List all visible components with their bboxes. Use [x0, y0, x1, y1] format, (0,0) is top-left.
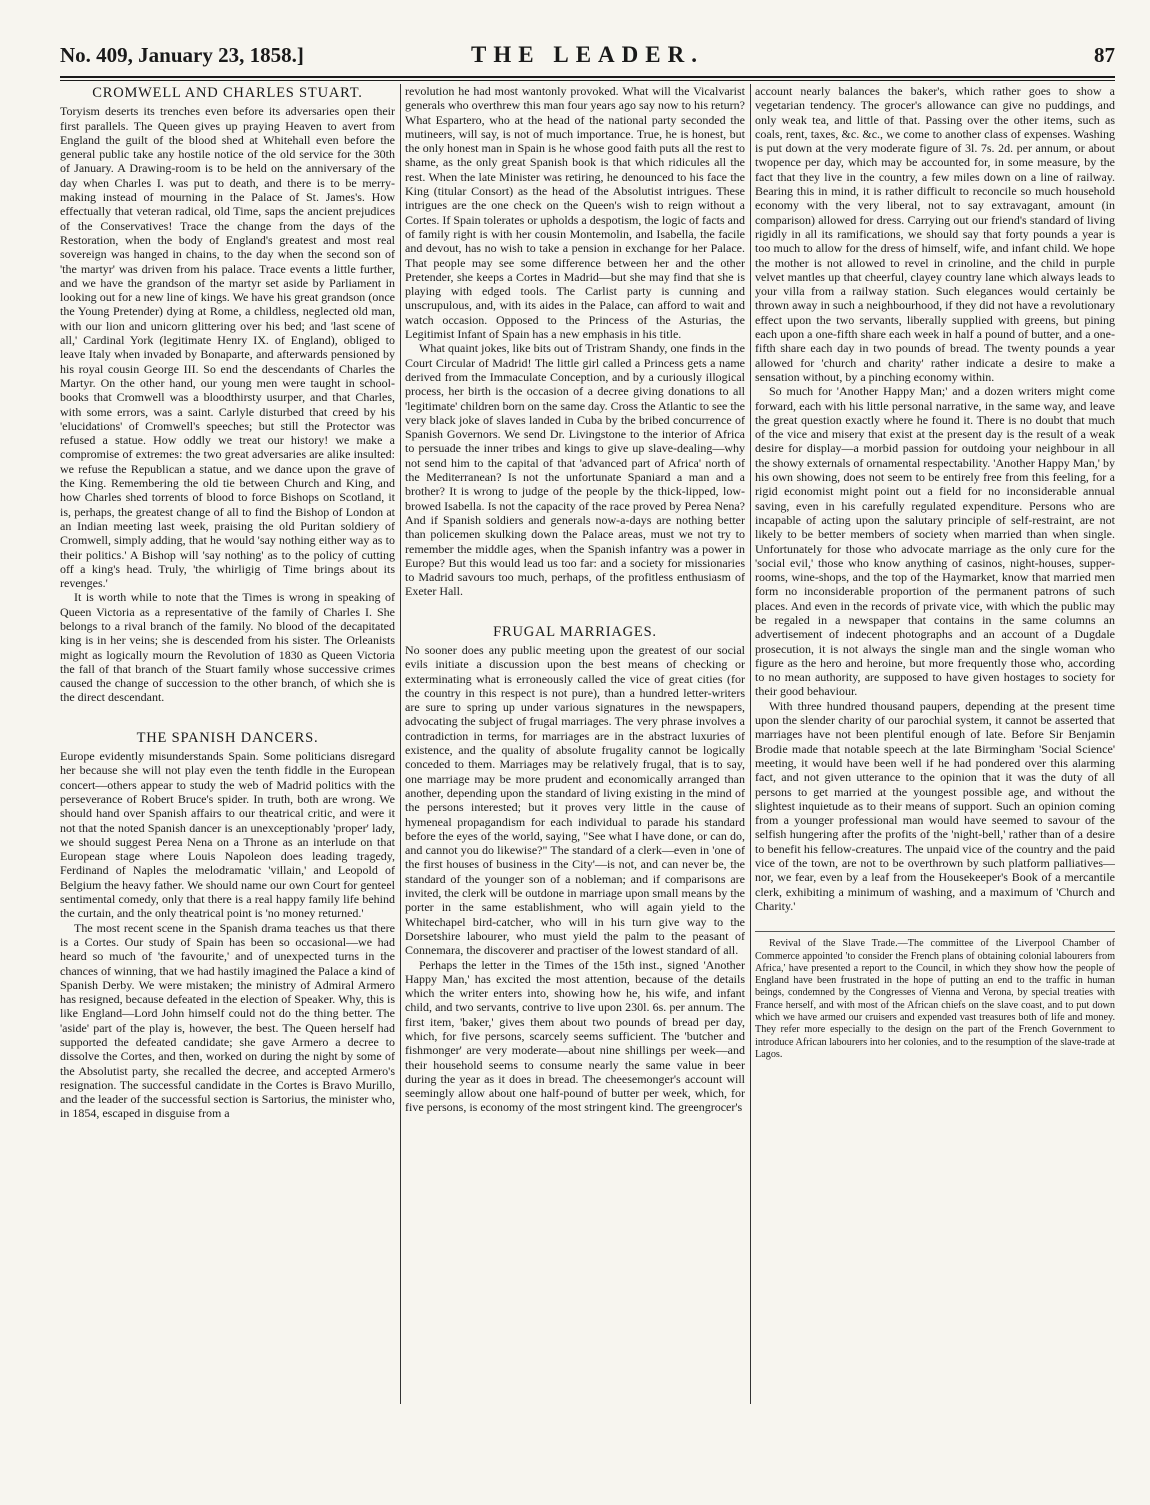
- news-note-slave-trade: Revival of the Slave Trade.—The committee of the Liverpool Chamber of Commerce appointed 'to consider the French plans of obtaining colonial labourers from Africa,' have presented a report to the Council, in which they show how the people of England have been frustrated in the hope of putting an end to the traffic in human beings, condemned by the Congresses of Vienna and Verona, by special treaties with France herself, and with most of the African chiefs on the slave coast, and to put down which we have armed our cruisers and expended vast treasures both of life and money. They refer more especially to the design on the part of the French Government to introduce African labourers into her colonies, and to the resumption of the slave-trade at Lagos.: [755, 931, 1115, 1061]
- column-2: [405, 84, 745, 1115]
- paragraph: The most recent scene in the Spanish drama teaches us that there is a Cortes. Our study of Spain has been so occasional—we had heard so much of 'the favourite,' and of unexpected turns in the chances of winning, that we had hastily imagined the Palace a kind of Spanish Derby. We were mistaken; the ministry of Admiral Armero has resigned, because defeated in the election of Speaker. Why, this is like England—Lord John himself could not do the thing better. The 'aside' part of the play is, however, the best. The Queen herself had supported the defeated candidate; she gave Armero a decree to dissolve the Cortes, and then, worked on during the night by some of the Absolutist party, she recalled the decree, and accepted Armero's resignation. The successful candidate in the Cortes is Bravo Murillo, and the leader of the successful section is Sartorius, the minister who, in 1854, escaped in disguise from a: [60, 920, 395, 1121]
- column-3: [755, 84, 1115, 1061]
- page-number: 87: [1094, 43, 1115, 67]
- paragraph: Europe evidently misunderstands Spain. Some politicians disregard her because she will not play even the tenth fiddle in the European concert—others appear to study the web of Madrid politics with the perseverance of Robert Bruce's spider. In truth, both are wrong. We should hand over Spanish affairs to our theatrical critic, and were it not that the noted Spanish dancer is an unexceptionably 'proper' lady, we should suggest Perea Nena on a Throne as an interlude on that European stage where Louis Napoleon does leading tragedy, Ferdinand of Naples the melodramatic 'villain,' and Leopold of Belgium the heavy father. We should name our own Court for genteel sentimental comedy, only that there is a real happy family life behind the curtain, and the only theatrical point is 'no money returned.': [60, 749, 395, 921]
- paragraph: Perhaps the letter in the Times of the 15th inst., signed 'Another Happy Man,' has excited the most attention, because of the details which the writer enters into, showing how he, his wife, and infant child, and two servants, contrive to live upon 230l. 6s. per annum. The first item, 'baker,' gives them about two pounds of bread per day, which, for five persons, scarcely seems sufficient. The 'butcher and fishmonger' are very moderate—about nine shillings per week—and their household seems to consume nearly the same value in beer during the year as it does in bread. The cheesemonger's account will seemingly allow about one half-pound of butter per week, which, for five persons, is economy of the most stringent kind. The greengrocer's: [405, 957, 745, 1115]
- paragraph: With three hundred thousand paupers, depending at the present time upon the slender charity of our parochial system, it cannot be asserted that marriages have not been plentiful enough of late. Before Sir Benjamin Brodie made that notable speech at the late Birmingham 'Social Science' meeting, it would have been well if he had pondered over this alarming fact, and not given utterance to the opinion that it was the duty of all persons to get married at the youngest possible age, and without the slightest inquietude as to their means of support. Such an opinion coming from a younger professional man would have seemed to savour of the selfish hungering after the profits of the 'night-bell,' rather than of a desire to benefit his fellow-creatures. The unpaid vice of the country and the paid vice of the town, are not to be overthrown by such platform palliatives—nor, we fear, even by a leaf from the Housekeeper's Book of a mercantile clerk, exhibiting a minimum of washing, and a maximum of 'Church and Charity.': [755, 698, 1115, 913]
- issue-line: No. 409, January 23, 1858.]: [60, 43, 304, 67]
- column-divider-2: [750, 84, 751, 1404]
- paragraph: So much for 'Another Happy Man;' and a dozen writers might come forward, each with his little personal narrative, in the same way, and leave the great question exactly where he found it. There is no doubt that much of the vice and misery that exist at the present day is the result of a weak desire for display—a morbid passion for outdoing your neighbour in all the showy externals of ornamental respectability. 'Another Happy Man,' by his own showing, does not seem to be entirely free from this feeling, for a rigid economist might point out a field for no inconsiderable annual saving, even in his carefully regulated expenditure. Persons who are incapable of acting upon the salutary principle of self-restraint, are not likely to be better members of society when married than when single. Unfortunately for those who advocate marriage as the only cure for the 'social evil,' those who know anything of casinos, night-houses, supper-rooms, wine-shops, and the top of the Haymarket, know that married men form no inconsiderable proportion of the permanent patrons of such places. And even in the records of private vice, with which the public may be regaled in a newspaper that contains in the same columns an advertisement of indecent photographs and an account of a Dugdale prosecution, it is not always the single man and the single woman who figure as the hero and heroine, but more frequently those who, according to no mean authority, are supposed to have given hostages to society for their good behaviour.: [755, 384, 1115, 699]
- article-title-cromwell: CROMWELL AND CHARLES STUART.: [92, 85, 363, 101]
- article-title-frugal-marriages: FRUGAL MARRIAGES.: [493, 623, 657, 640]
- paragraph: Toryism deserts its trenches even before its adversaries open their first parallels. The Queen gives up praying Heaven to avert from England the guilt of the blood shed at Whitehall even before the general public take any hostile notice of the old service for the 30th of January. A Drawing-room is to be held on the anniversary of the day when Charles I. was put to death, and there is to be merry-making instead of mourning in the Palace of St. James's. How effectually that veteran radical, old Time, saps the ancient prejudices of the Conservatives! Trace the change from the days of the Restoration, when the body of England's greatest and most real sovereign was hanged in chains, to the day when the second son of 'the martyr' was driven from his palace. Trace events a little further, and we have the grandson of the martyr set aside by Parliament in looking out for a new line of kings. We have his great grandson (once the Young Pretender) dying at Rome, a childless, neglected old man, with our lion and unicorn glittering over his bed; and 'last scene of all,' Cardinal York (legitimate Henry IX. of England), obliged to leave Italy when invaded by Bonaparte, and afterwards pensioned by his royal cousin George III. So end the descendants of Charles the Martyr. On the other hand, our young men were taught in school-books that Cromwell was a bloodthirsty usurper, and that Charles, with some errors, was a saint. Carlyle disturbed that creed by his 'elucidations' of Cromwell's speeches; but still the Protector was refused a statue. How oddly we treat our history! we make a compromise of extremes: the two great adversaries are alike insulted: we refuse the Republican a statue, and we dance upon the grave of the King. Remembering the old tie between Church and King, and how Charles shed torrents of blood to force Bishops on Scotland, it is, perhaps, the greatest change of all to find the Bishop of London at an Indian meeting last week, praising the old Puritan soldiery of Cromwell, simply adding, that he would 'say nothing either way as to their politics.' A Bishop will 'say nothing' as to the policy of cutting off a king's head. Truly, 'the whirligig of Time brings about its revenges.': [60, 104, 395, 591]
- paragraph: It is worth while to note that the Times is wrong in speaking of Queen Victoria as a representative of the family of Charles I. She belongs to a rival branch of the family. No blood of the decapitated king is in her veins; she is descended from his sister. The Orleanists might as logically mourn the Revolution of 1830 as Queen Victoria the fall of that branch of the Stuart family whose successive crimes caused the change of succession to the other branch, of which she is the direct descendant.: [60, 590, 395, 705]
- page-header: [60, 40, 1115, 74]
- article-title-spanish-dancers: THE SPANISH DANCERS.: [136, 729, 319, 746]
- header-rule: [60, 76, 1115, 81]
- paragraph: revolution he had most wantonly provoked. What will the Vicalvarist generals who overthrew this man four years ago say now to his return? What Espartero, who at the head of the national party seconded the mutineers, will say, is not of much importance. True, he is honest, but the only honest man in Spain is he whose good faith puts all the rest to shame, as the only great Spanish book is that which ridicules all the rest. When the late Minister was retiring, he denounced to his face the King (titular Consort) as the head of the Absolutist intrigues. These intrigues are the one check on the Queen's wish to reign without a Cortes. If Spain tolerates or upholds a despotism, the logic of facts and of family right is with her cousin Montemolin, and Isabella, the facile and devout, has no wish to take a pension in exchange for her Palace. That people may see some difference between her and the other Pretender, she keeps a Cortes in Madrid—but she may find that she is playing with edged tools. The Carlist party is cunning and unscrupulous, and, with its aides in the Palace, can afford to wait and watch occasion. Opposed to the Princess of the Asturias, the Legitimist Infant of Spain has a new emphasis in his title.: [405, 84, 745, 342]
- column-divider-1: [400, 84, 401, 1404]
- paragraph: account nearly balances the baker's, which rather goes to show a vegetarian tendency. The grocer's allowance can give no puddings, and only weak tea, and little of that. Passing over the other items, such as coals, rent, taxes, &c. &c., we come to another class of expenses. Washing is put down at the very moderate figure of 3l. 7s. 2d. per annum, or about twopence per day, which may be accounted for, in some measure, by the fact that they live in the country, a few miles down on a line of railway. Bearing this in mind, it is rather difficult to reconcile so much household economy with the very liberal, not to say extravagant, amount (in comparison) allowed for dress. Carrying out our friend's standard of living rigidly in all its ramifications, we should say that forty pounds a year is too much to allow for the dress of himself, wife, and infant child. We hope the mother is not allowed to revel in crinoline, and the child in purple velvet mantles up that cheerful, clayey country lane which always leads to your villa from a railway station. Such elegances would certainly be thrown away in such a neighbourhood, if they did not have a revolutionary effect upon the two servants, liberally supplied with greens, but pining each upon a one-fifth share each week in half a pound of butter, and a one-fifth share each day in two pounds of bread. The twenty pounds a year allowed for 'church and charity' rather indicate a desire to make a sensation without, by a pinching economy within.: [755, 84, 1115, 384]
- column-1: [60, 84, 395, 1121]
- paragraph: No sooner does any public meeting upon the greatest of our social evils initiate a discussion upon the best means of checking or exterminating what is erroneously called the vice of great cities (for the country in this respect is not pure), than a hundred letter-writers are sure to spring up under various signatures in the newspapers, advocating the subject of frugal marriages. The very phrase involves a contradiction in terms, for marriages are in the abstract luxuries of existence, and the quality of absolute frugality cannot be logically conceded to them. Marriages may be relatively frugal, that is to say, one marriage may be more prudent and economically arranged than another, depending upon the standard of living existing in the mind of the persons interested; but it proves very little in the cause of hymeneal propagandism for each individual to parade his standard before the eyes of the world, saying, "See what I have done, or can do, and cannot you do likewise?" The standard of a clerk—even in 'one of the first houses of business in the City'—is not, and can never be, the standard of the younger son of a nobleman; and if comparisons are invited, the clerk will be outdone in marriage upon small means by the porter in the same establishment, who will again yield to the Whitechapel bird-catcher, who will in his turn give way to the Dorsetshire labourer, who must yield the palm to the peasant of Connemara, the discoverer and practiser of the lowest standard of all.: [405, 642, 745, 958]
- masthead: THE LEADER.: [471, 42, 704, 67]
- paragraph: What quaint jokes, like bits out of Tristram Shandy, one finds in the Court Circular of Madrid! The little girl called a Princess gets a name derived from the Immaculate Conception, and by a curiously illogical process, her birth is the occasion of a decree giving donations to all 'legitimate' children born on the same day. Cross the Atlantic to see the very black joke of slaves landed in Cuba by the bribed concurrence of Spanish Governors. We send Dr. Livingstone to the interior of Africa to persuade the inner tribes and kings to give up slave-dealing—why not send him to the capital of that 'advanced part of Africa' north of the Mediterranean? Is not the unfortunate Spaniard a man and a brother? It is wrong to judge of the people by the thick-lipped, low-browed Isabella. Is not the capacity of the race proved by Perea Nena? And if Spanish soldiers and generals now-a-days are nothing better than policemen skulking down the Palace areas, must we not try to remember the middle ages, when the Spanish infantry was a power in Europe? But this would lead us too far: and a society for missionaries to Madrid savours too much, perhaps, of the profitless enthusiasm of Exeter Hall.: [405, 341, 745, 599]
